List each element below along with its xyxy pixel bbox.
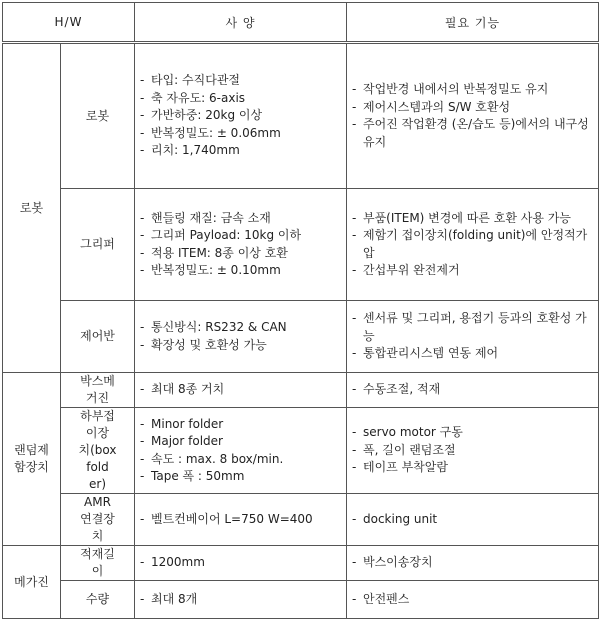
sub-category: 박스메 거진 xyxy=(61,373,135,408)
feature-item: - 테이프 부착알람 xyxy=(352,459,593,477)
table-row xyxy=(3,301,599,373)
spec-cell xyxy=(135,546,347,581)
group-name: 로봇 xyxy=(3,43,61,373)
spec-item: - 가반하중: 20kg 이상 xyxy=(140,107,341,125)
spec-list xyxy=(140,319,341,354)
spec-item: - 통신방식: RS232 & CAN xyxy=(140,319,341,337)
feature-item: - 수동조절, 적재 xyxy=(352,381,593,399)
feature-item: - servo motor 구동 xyxy=(352,424,593,442)
group-name: 랜덤제 함장치 xyxy=(3,373,61,546)
table-row xyxy=(3,408,599,494)
spec-item: - 최대 8개 xyxy=(140,591,341,609)
spec-list xyxy=(140,381,341,399)
feature-item: - 제어시스템과의 S/W 호환성 xyxy=(352,99,593,117)
spec-item: - 벨트컨베이어 L=750 W=400 xyxy=(140,511,341,529)
feature-list xyxy=(352,424,593,477)
feature-cell xyxy=(347,408,599,494)
header-row xyxy=(3,3,599,43)
sub-category: 적재길 이 xyxy=(61,546,135,581)
feature-item: - docking unit xyxy=(352,511,593,529)
sub-category: AMR 연결장 치 xyxy=(61,494,135,546)
header-hw: H/W xyxy=(3,3,135,43)
spec-list xyxy=(140,210,341,280)
spec-item: - Minor folder xyxy=(140,416,341,434)
spec-item: - 반복정밀도: ± 0.06mm xyxy=(140,125,341,143)
table-row xyxy=(3,189,599,301)
spec-item: - Tape 폭 : 50mm xyxy=(140,468,341,486)
spec-cell xyxy=(135,581,347,619)
spec-item: - 핸들링 재질: 금속 소재 xyxy=(140,210,341,228)
spec-list xyxy=(140,72,341,160)
feature-cell xyxy=(347,373,599,408)
spec-list xyxy=(140,416,341,486)
feature-item: - 박스이송장치 xyxy=(352,554,593,572)
feature-item: - 통합관리시스템 연동 제어 xyxy=(352,345,593,363)
sub-category: 로봇 xyxy=(61,43,135,189)
feature-list xyxy=(352,210,593,280)
feature-item: - 작업반경 내에서의 반복정밀도 유지 xyxy=(352,81,593,99)
spec-list xyxy=(140,511,341,529)
spec-item: - Major folder xyxy=(140,433,341,451)
sub-category: 제어반 xyxy=(61,301,135,373)
header-feature: 필요 기능 xyxy=(347,3,599,43)
table-row xyxy=(3,546,599,581)
feature-list xyxy=(352,381,593,399)
feature-item: - 부품(ITEM) 변경에 따른 호환 사용 가능 xyxy=(352,210,593,228)
spec-cell xyxy=(135,373,347,408)
spec-item: - 반복정밀도: ± 0.10mm xyxy=(140,262,341,280)
feature-cell xyxy=(347,546,599,581)
feature-item: - 간섭부위 완전제거 xyxy=(352,262,593,280)
feature-list xyxy=(352,310,593,363)
spec-item: - 적용 ITEM: 8종 이상 호환 xyxy=(140,245,341,263)
hw-spec-table xyxy=(2,2,599,619)
spec-item: - 타입: 수직다관절 xyxy=(140,72,341,90)
spec-cell xyxy=(135,189,347,301)
feature-list xyxy=(352,554,593,572)
spec-item: - 속도 : max. 8 box/min. xyxy=(140,451,341,469)
group-name: 메가진 xyxy=(3,546,61,619)
spec-cell xyxy=(135,301,347,373)
spec-item: - 그리퍼 Payload: 10kg 이하 xyxy=(140,227,341,245)
spec-cell xyxy=(135,494,347,546)
feature-item: - 제함기 접이장치(folding unit)에 안정적가압 xyxy=(352,227,593,262)
table-row xyxy=(3,581,599,619)
table-row xyxy=(3,373,599,408)
feature-item: - 안전펜스 xyxy=(352,591,593,609)
feature-cell xyxy=(347,43,599,189)
feature-item: - 센서류 및 그리퍼, 용접기 등과의 호환성 가능 xyxy=(352,310,593,345)
table-row xyxy=(3,494,599,546)
table-row xyxy=(3,43,599,189)
spec-cell xyxy=(135,43,347,189)
feature-list xyxy=(352,81,593,151)
feature-cell xyxy=(347,581,599,619)
sub-category: 하부접 이장 치(box fold er) xyxy=(61,408,135,494)
sub-category: 그리퍼 xyxy=(61,189,135,301)
feature-item: - 폭, 길이 랜덤조절 xyxy=(352,442,593,460)
feature-item: - 주어진 작업환경 (온/습도 등)에서의 내구성 유지 xyxy=(352,116,593,151)
feature-cell xyxy=(347,494,599,546)
spec-list xyxy=(140,554,341,572)
feature-list xyxy=(352,591,593,609)
spec-list xyxy=(140,591,341,609)
spec-cell xyxy=(135,408,347,494)
header-spec: 사 양 xyxy=(135,3,347,43)
feature-cell xyxy=(347,189,599,301)
spec-item: - 리치: 1,740mm xyxy=(140,142,341,160)
spec-item: - 최대 8종 거치 xyxy=(140,381,341,399)
spec-item: - 확장성 및 호환성 가능 xyxy=(140,337,341,355)
spec-item: - 축 자유도: 6-axis xyxy=(140,90,341,108)
sub-category: 수량 xyxy=(61,581,135,619)
feature-cell xyxy=(347,301,599,373)
table-body xyxy=(3,43,599,619)
feature-list xyxy=(352,511,593,529)
spec-item: - 1200mm xyxy=(140,554,341,572)
